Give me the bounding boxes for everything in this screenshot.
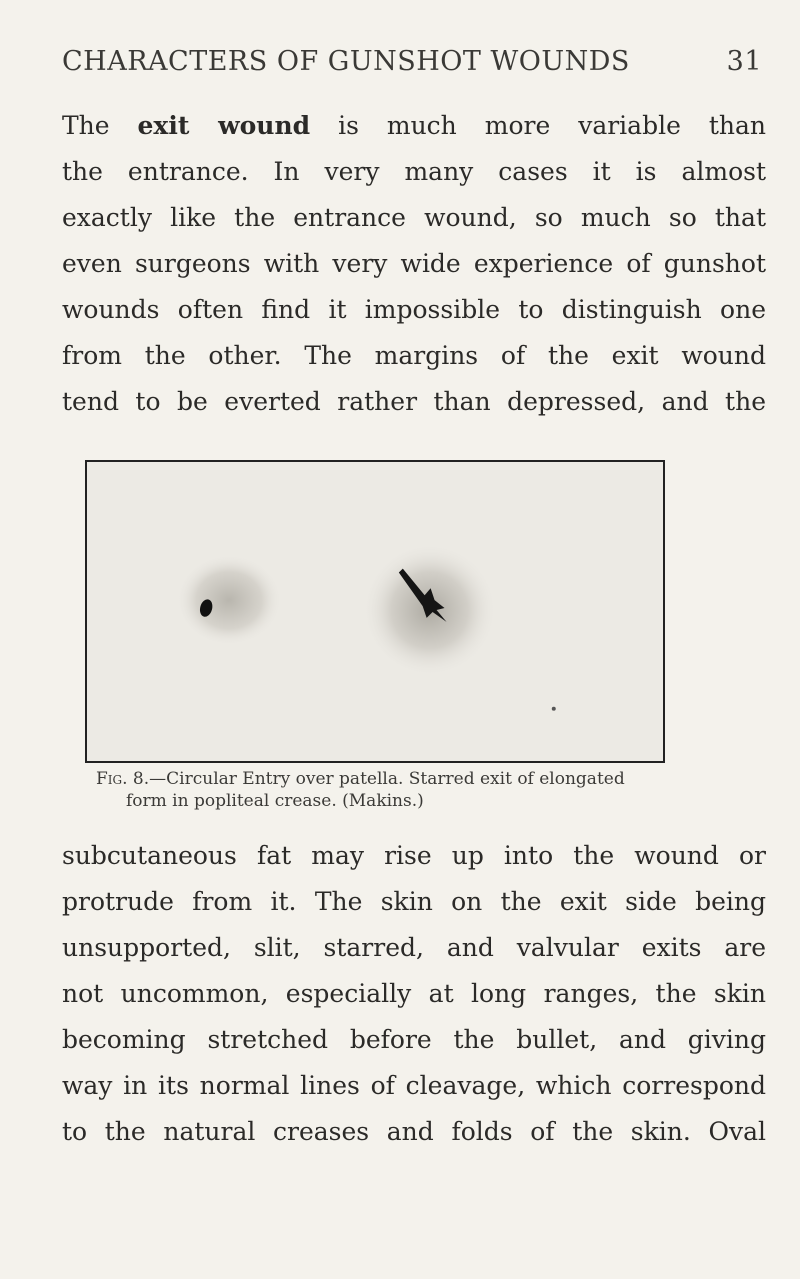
text-line: wounds often find it impossible to distinguish one <box>62 295 766 324</box>
text-line: unsupported, slit, starred, and valvular exits are <box>62 933 766 962</box>
text-line: The exit wound is much more variable than <box>62 111 766 140</box>
figure-caption <box>96 768 756 812</box>
figure-photo <box>85 460 665 763</box>
text-line: subcutaneous fat may rise up into the wound or <box>62 841 766 870</box>
page-number: 31 <box>726 46 762 77</box>
text-line: exactly like the entrance wound, so much so that <box>62 203 766 232</box>
text-line: even surgeons with very wide experience of gunshot <box>62 249 766 278</box>
text-line: protrude from it. The skin on the exit side being <box>62 887 766 916</box>
running-head-title: CHARACTERS OF GUNSHOT WOUNDS <box>62 46 630 77</box>
text-line: way in its normal lines of cleavage, which correspond <box>62 1071 766 1100</box>
caption-label: Fig. 8. <box>96 769 150 789</box>
speck <box>552 707 556 711</box>
text-line: from the other. The margins of the exit wound <box>62 341 766 370</box>
caption-line-1: —Circular Entry over patella. Starred exit of elongated <box>149 769 625 789</box>
paragraph-bottom <box>62 833 766 1155</box>
emphasis-exit-wound: exit wound <box>137 111 311 140</box>
text-line: not uncommon, especially at long ranges, the skin <box>62 979 766 1008</box>
text-line: becoming stretched before the bullet, and giving <box>62 1025 766 1054</box>
wound-photograph <box>87 462 663 761</box>
text-line: to the natural creases and folds of the skin. Oval <box>62 1117 766 1146</box>
text-line: the entrance. In very many cases it is almost <box>62 157 766 186</box>
text-line: tend to be everted rather than depressed, and the <box>62 387 766 416</box>
caption-line-2: form in popliteal crease. (Makins.) <box>126 791 424 811</box>
entry-shadow <box>174 553 283 648</box>
paragraph-top <box>62 103 766 425</box>
